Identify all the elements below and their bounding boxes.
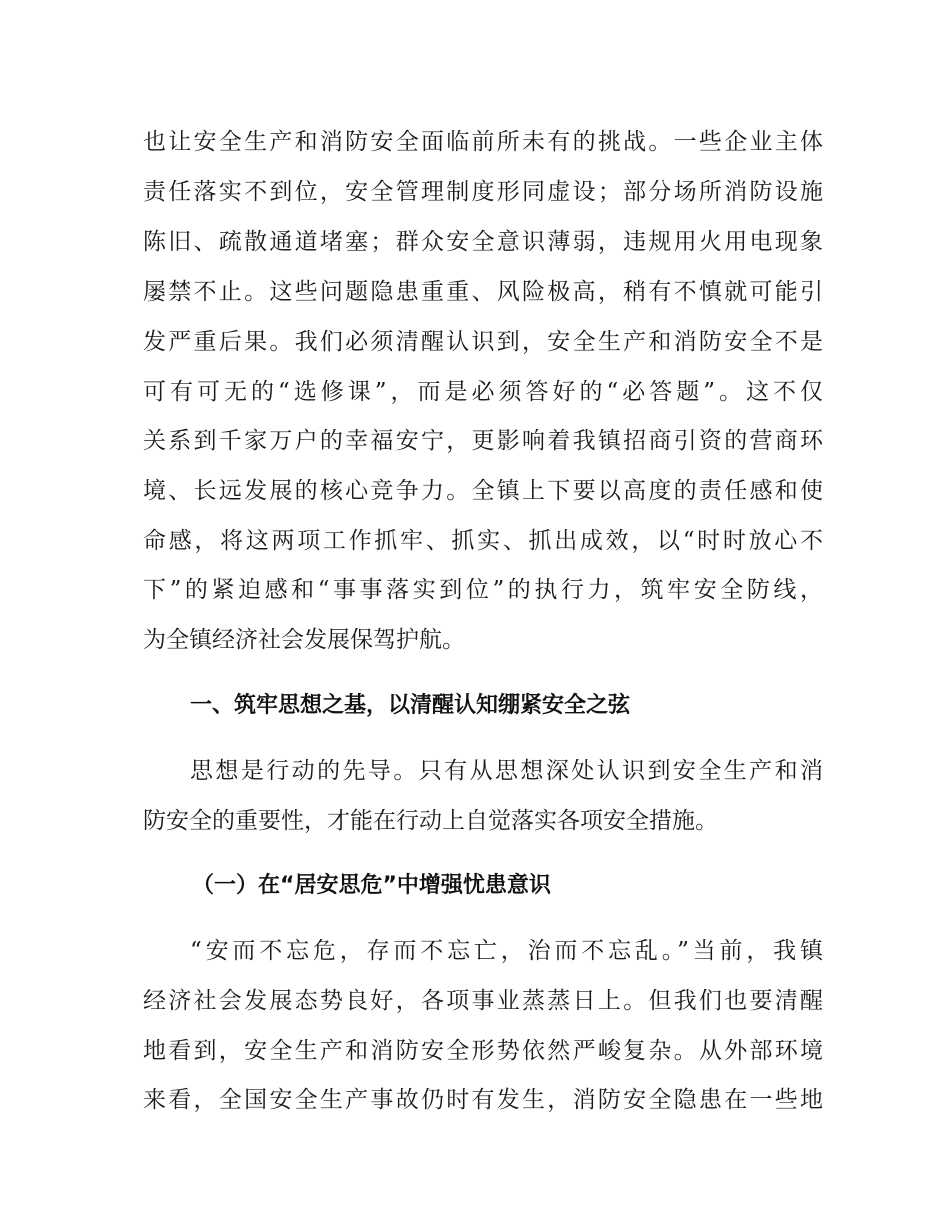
intro-line-6: 可有可无的“选修课”，而是必须答好的“必答题”。这不仅 bbox=[143, 379, 823, 405]
intro-line-11: 为全镇经济社会发展保驾护航。 bbox=[143, 627, 465, 653]
section1-line-2: 防安全的重要性，才能在行动上自觉落实各项安全措施。 bbox=[143, 808, 718, 834]
subsection1-line-2: 经济社会发展态势良好，各项事业蒸蒸日上。但我们也要清醒 bbox=[143, 988, 823, 1014]
intro-line-4: 屡禁不止。这些问题隐患重重、风险极高，稍有不慎就可能引 bbox=[143, 279, 823, 305]
intro-line-2: 责任落实不到位，安全管理制度形同虚设；部分场所消防设施 bbox=[143, 179, 823, 205]
intro-line-10: 下”的紧迫感和“事事落实到位”的执行力，筑牢安全防线， bbox=[143, 577, 823, 603]
subsection1-line-4: 来看，全国安全生产事故仍时有发生，消防安全隐患在一些地 bbox=[143, 1087, 823, 1113]
intro-line-7: 关系到千家万户的幸福安宁，更影响着我镇招商引资的营商环 bbox=[143, 428, 823, 454]
intro-line-1: 也让安全生产和消防安全面临前所未有的挑战。一些企业主体 bbox=[143, 129, 823, 155]
section1-line-1: 思想是行动的先导。只有从思想深处认识到安全生产和消 bbox=[190, 758, 823, 784]
intro-line-5: 发严重后果。我们必须清醒认识到，安全生产和消防安全不是 bbox=[143, 329, 823, 355]
section-heading: 一、筑牢思想之基，以清醒认知绷紧安全之弦 bbox=[190, 693, 631, 718]
intro-line-9: 命感，将这两项工作抓牢、抓实、抓出成效，以“时时放心不 bbox=[143, 528, 823, 554]
subsection1-line-1: “安而不忘危，存而不忘亡，治而不忘乱。”当前，我镇 bbox=[190, 938, 823, 964]
intro-line-8: 境、长远发展的核心竞争力。全镇上下要以高度的责任感和使 bbox=[143, 478, 823, 504]
intro-line-3: 陈旧、疏散通道堵塞；群众安全意识薄弱，违规用火用电现象 bbox=[143, 229, 823, 255]
subsection1-line-3: 地看到，安全生产和消防安全形势依然严峻复杂。从外部环境 bbox=[143, 1038, 823, 1064]
subsection-heading: （一）在“居安思危”中增强忧患意识 bbox=[192, 873, 551, 898]
